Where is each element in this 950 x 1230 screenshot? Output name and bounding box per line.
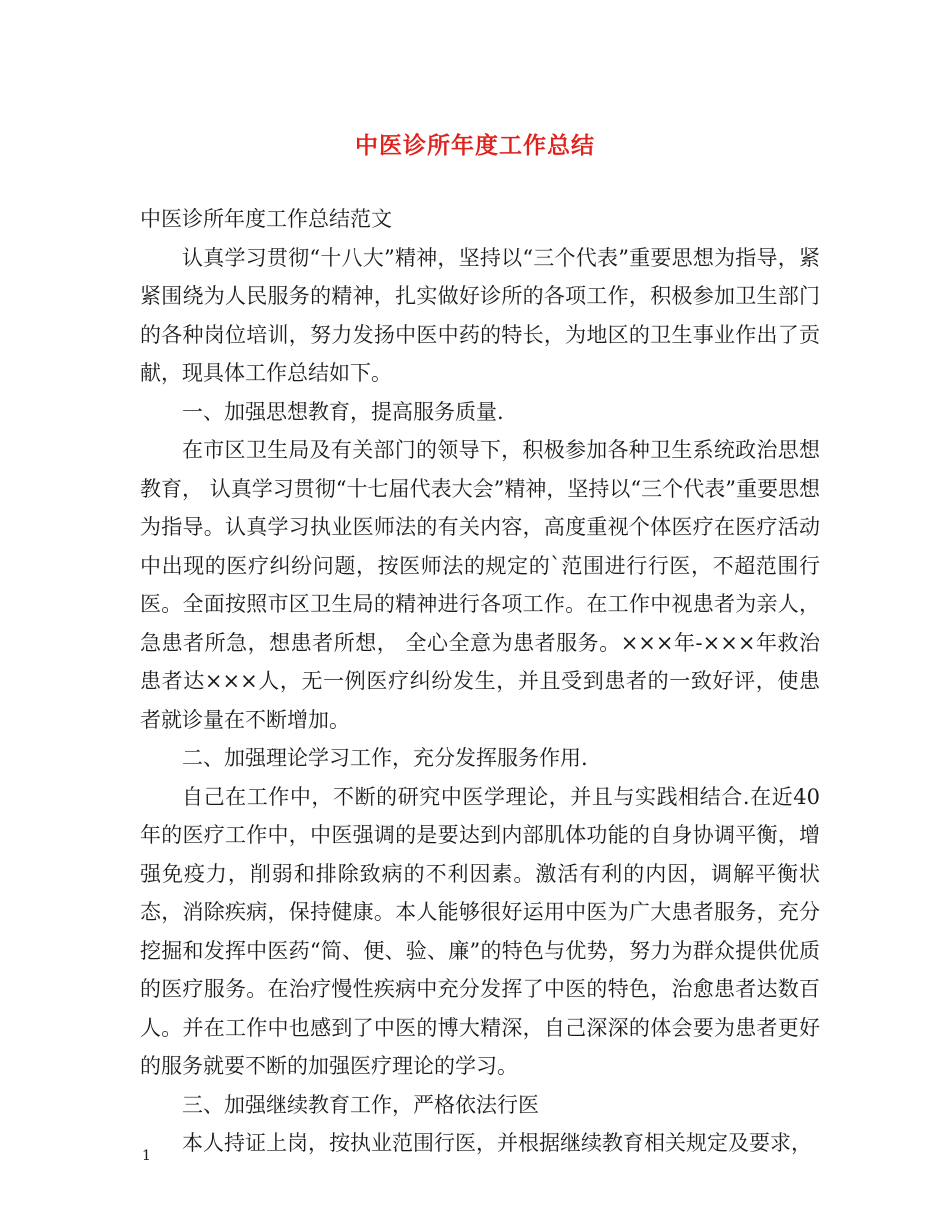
- section-paragraph-3: 本人持证上岗，按执业范围行医，并根据继续教育相关规定及要求，: [182, 1131, 812, 1155]
- page-number: 1: [142, 1148, 151, 1164]
- section-heading-2: 二、加强理论学习工作，充分发挥服务作用.: [182, 746, 588, 770]
- document-body: [140, 200, 820, 1163]
- section-paragraph-2: 自己在工作中，不断的研究中医学理论，并且与实践相结合.在近40年的医疗工作中，中医强调的是要达到内部肌体功能的自身协调平衡，增强免疫力，削弱和排除致病的不利因素。激活有利的内因，调解平衡状态，消除疾病，保持健康。本人能够很好运用中医为广大患者服务，充分挖掘和发挥中医药“简、便、验、廉”的特色与优势，努力为群众提供优质的医疗服务。在治疗慢性疾病中充分发挥了中医的特色，治愈患者达数百人。并在工作中也感到了中医的博大精深，自己深深的体会要为患者更好的服务就要不断的加强医疗理论的学习。: [140, 784, 820, 1078]
- document-subtitle: 中医诊所年度工作总结范文: [140, 207, 392, 231]
- document-title: 中医诊所年度工作总结: [355, 132, 595, 159]
- section-paragraph-1: 在市区卫生局及有关部门的领导下，积极参加各种卫生系统政治思想教育， 认真学习贯彻“十七届代表大会”精神，坚持以“三个代表”重要思想为指导。认真学习执业医师法的有关内容，高度重视个体医疗在医疗活动中出现的医疗纠纷问题，按医师法的规定的`范围进行行医，不超范围行医。全面按照市区卫生局的精神进行各项工作。在工作中视患者为亲人，急患者所急，想患者所想， 全心全意为患者服务。×××年-×××年救治患者达×××人，无一例医疗纠纷发生，并且受到患者的一致好评，使患者就诊量在不断增加。: [140, 438, 820, 732]
- section-heading-1: 一、加强思想教育，提高服务质量.: [182, 399, 504, 424]
- intro-paragraph: 认真学习贯彻“十八大”精神，坚持以“三个代表”重要思想为指导，紧紧围绕为人民服务的精神，扎实做好诊所的各项工作，积极参加卫生部门的各种岗位培训，努力发扬中医中药的特长，为地区的卫生事业作出了贡献，现具体工作总结如下。: [140, 245, 820, 385]
- section-heading-3: 三、加强继续教育工作，严格依法行医: [182, 1092, 539, 1117]
